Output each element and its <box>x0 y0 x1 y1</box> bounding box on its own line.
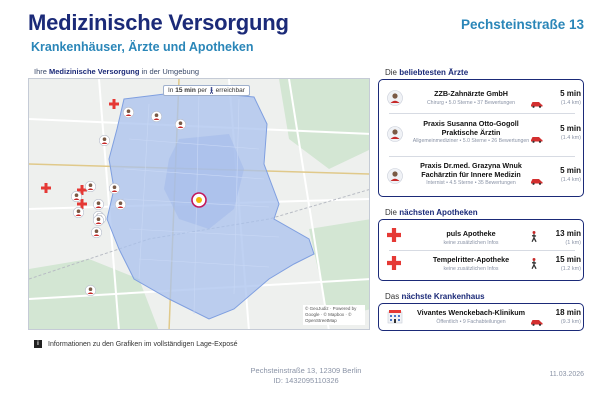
pharmacy-marker[interactable] <box>41 183 51 193</box>
doctor-icon <box>387 126 403 147</box>
doctor-marker[interactable] <box>71 191 82 202</box>
pharmacy-icon <box>109 99 119 109</box>
doctor-marker[interactable] <box>99 135 110 146</box>
doctor-marker[interactable] <box>151 111 162 122</box>
car-icon <box>530 172 543 190</box>
isochrone-legend: In 15 min per erreichbar <box>163 85 250 96</box>
pharmacy-marker[interactable] <box>109 99 119 109</box>
doctor-icon <box>93 215 104 226</box>
doctor-marker[interactable] <box>85 285 96 296</box>
doctor-icon <box>175 119 186 130</box>
doctor-marker[interactable] <box>115 199 126 210</box>
doctor-icon <box>85 181 96 192</box>
location-pin-icon <box>191 192 207 208</box>
divider <box>389 156 575 157</box>
footer-address: Pechsteinstraße 13, 12309 Berlin ID: 1432095110326 <box>250 366 362 385</box>
divider <box>389 113 575 114</box>
doctor-marker[interactable] <box>175 119 186 130</box>
car-icon <box>530 95 543 113</box>
doctor-marker[interactable] <box>93 199 104 210</box>
surroundings-map[interactable] <box>28 78 370 330</box>
doctor-marker[interactable] <box>73 207 84 218</box>
doctor-marker[interactable] <box>109 183 120 194</box>
map-caption: Ihre Medizinische Versorgung in der Umgebung <box>34 67 200 76</box>
doctor-marker[interactable] <box>93 215 104 226</box>
map-attribution: © GeoJudiz · Powered by Google · © Mapbox · © OpenStreetMap <box>303 305 365 325</box>
doctor-icon <box>73 207 84 218</box>
doctor-icon <box>151 111 162 122</box>
footer-date: 11.03.2026 <box>549 371 584 378</box>
target-location-marker[interactable] <box>191 192 207 208</box>
doctor-icon <box>115 199 126 210</box>
pharmacy-icon <box>387 228 401 247</box>
doctor-marker[interactable] <box>123 107 134 118</box>
doctor-icon <box>71 191 82 202</box>
doctor-icon <box>85 285 96 296</box>
doctor-icon <box>93 199 104 210</box>
doctor-marker[interactable] <box>91 227 102 238</box>
hospital-section-title: Das nächste Krankenhaus <box>385 292 485 301</box>
info-icon: i <box>34 340 42 348</box>
hospital-card: Vivantes Wenckebach-Klinikum Öffentlich • 9 Fachabteilungen 18 min (9.3 km) <box>378 303 584 331</box>
doctor-marker[interactable] <box>85 181 96 192</box>
car-icon <box>530 130 543 148</box>
doctors-section-title: Die beliebtesten Ärzte <box>385 68 469 77</box>
doctor-icon <box>99 135 110 146</box>
hospital-icon <box>387 309 403 330</box>
info-note: i Informationen zu den Grafiken im vollständigen Lage-Exposé <box>34 340 238 348</box>
pharmacy-icon <box>41 183 51 193</box>
doctor-icon <box>387 90 403 111</box>
walking-person-icon <box>530 257 538 275</box>
page-title: Medizinische Versorgung <box>28 10 289 35</box>
walking-person-icon <box>530 230 538 248</box>
doctors-card: ZZB-Zahnärzte GmbH Chirurg • 5.0 Sterne • 37 Bewertungen 5 min (1.4 km) Praxis Susanna Otto-Gogoll Praktische Ärztin Allgemeinmediziner • 5.0 Sterne • 26 Bewertungen 5 min (1.4 km) Praxis Dr.med. Grazyna Wnuk Fachärztin für Innere Medizin Internist • 4.5 Sterne • 35 Bewertungen 5 min (1.4 km) <box>378 79 584 197</box>
page-subtitle: Krankenhäuser, Ärzte und Apotheken <box>31 40 254 54</box>
divider <box>389 250 575 251</box>
header-address: Pechsteinstraße 13 <box>460 17 584 32</box>
pharmacies-section-title: Die nächsten Apotheken <box>385 208 478 217</box>
pharmacy-icon <box>387 256 401 275</box>
doctor-icon <box>109 183 120 194</box>
pharmacies-card: puls Apotheke keine zusätzlichen Infos 13 min (1 km) Tempelritter-Apotheke keine zusätzlichen Infos 15 min (1.2 km) <box>378 219 584 281</box>
doctor-icon <box>123 107 134 118</box>
doctor-icon <box>91 227 102 238</box>
car-icon <box>530 313 543 331</box>
doctor-icon <box>387 168 403 189</box>
